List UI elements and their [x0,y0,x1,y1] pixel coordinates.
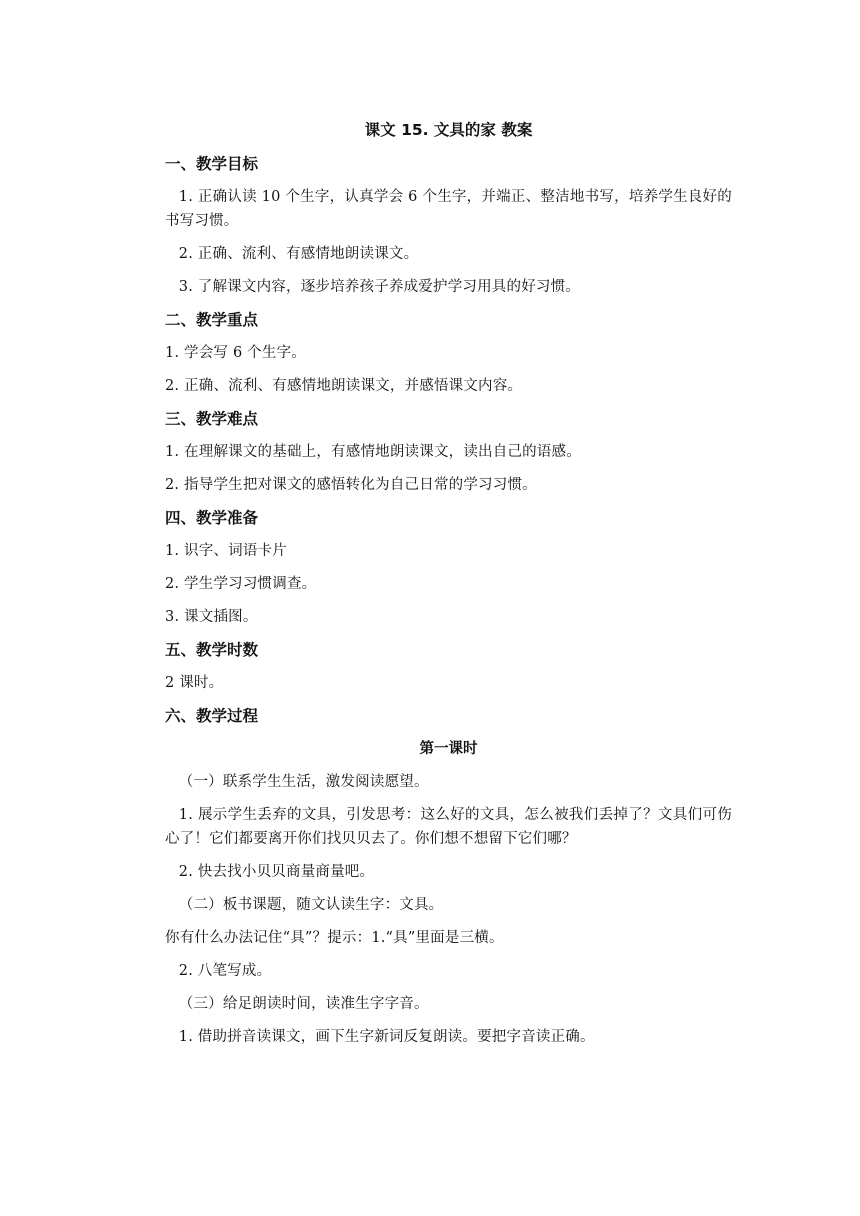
paragraph: 1. 在理解课文的基础上，有感情地朗读课文，读出自己的语感。 [165,444,581,460]
section-heading: 一、教学目标 [165,155,259,173]
paragraph: 1. 正确认读 10 个生字，认真学会 6 个生字，并端正、整洁地书写，培养学生良好的书写习惯。 [165,189,732,229]
section-heading: 三、教学难点 [165,410,259,428]
section-teaching-goals [165,152,732,299]
paragraph: 2. 正确、流利、有感情地朗读课文。 [178,246,419,262]
paragraph: 3. 了解课文内容，逐步培养孩子养成爱护学习用具的好习惯。 [178,279,581,295]
section-teaching-preparation [165,506,732,629]
paragraph: 2. 指导学生把对课文的感悟转化为自己日常的学习习惯。 [165,477,537,493]
section-teaching-process [165,704,732,728]
paragraph: 2. 八笔写成。 [178,963,272,979]
paragraph: 1. 展示学生丢弃的文具，引发思考：这么好的文具，怎么被我们丢掉了？文具们可伤心了！它们都要离开你们找贝贝去了。你们想不想留下它们哪？ [165,807,732,847]
paragraph: 2. 快去找小贝贝商量商量吧。 [178,864,375,880]
section-heading: 五、教学时数 [165,641,259,659]
lesson-title: 第一课时 [419,741,478,757]
paragraph: 3. 课文插图。 [165,609,258,625]
paragraph: 2. 学生学习习惯调查。 [165,576,317,592]
paragraph: 1. 识字、词语卡片 [165,543,287,559]
paragraph: 你有什么办法记住“具”？提示：1.“具”里面是三横。 [165,930,504,946]
section-heading: 六、教学过程 [165,707,259,725]
paragraph: 2 课时。 [165,675,224,691]
paragraph: 2. 正确、流利、有感情地朗读课文，并感悟课文内容。 [165,378,523,394]
section-teaching-focus [165,308,732,398]
paragraph: （三）给足朗读时间，读准生字字音。 [178,996,429,1012]
paragraph: 1. 学会写 6 个生字。 [165,345,306,361]
section-teaching-hours [165,638,732,695]
document-title: 课文 15. 文具的家 教案 [364,121,533,139]
paragraph: （一）联系学生生活，激发阅读愿望。 [178,774,429,790]
section-heading: 二、教学重点 [165,311,259,329]
section-teaching-difficulty [165,407,732,497]
document-body [165,118,732,1058]
paragraph: （二）板书课题，随文认读生字：文具。 [178,897,444,913]
paragraph: 1. 借助拼音读课文，画下生字新词反复朗读。要把字音读正确。 [178,1029,595,1045]
section-heading: 四、教学准备 [165,509,259,527]
